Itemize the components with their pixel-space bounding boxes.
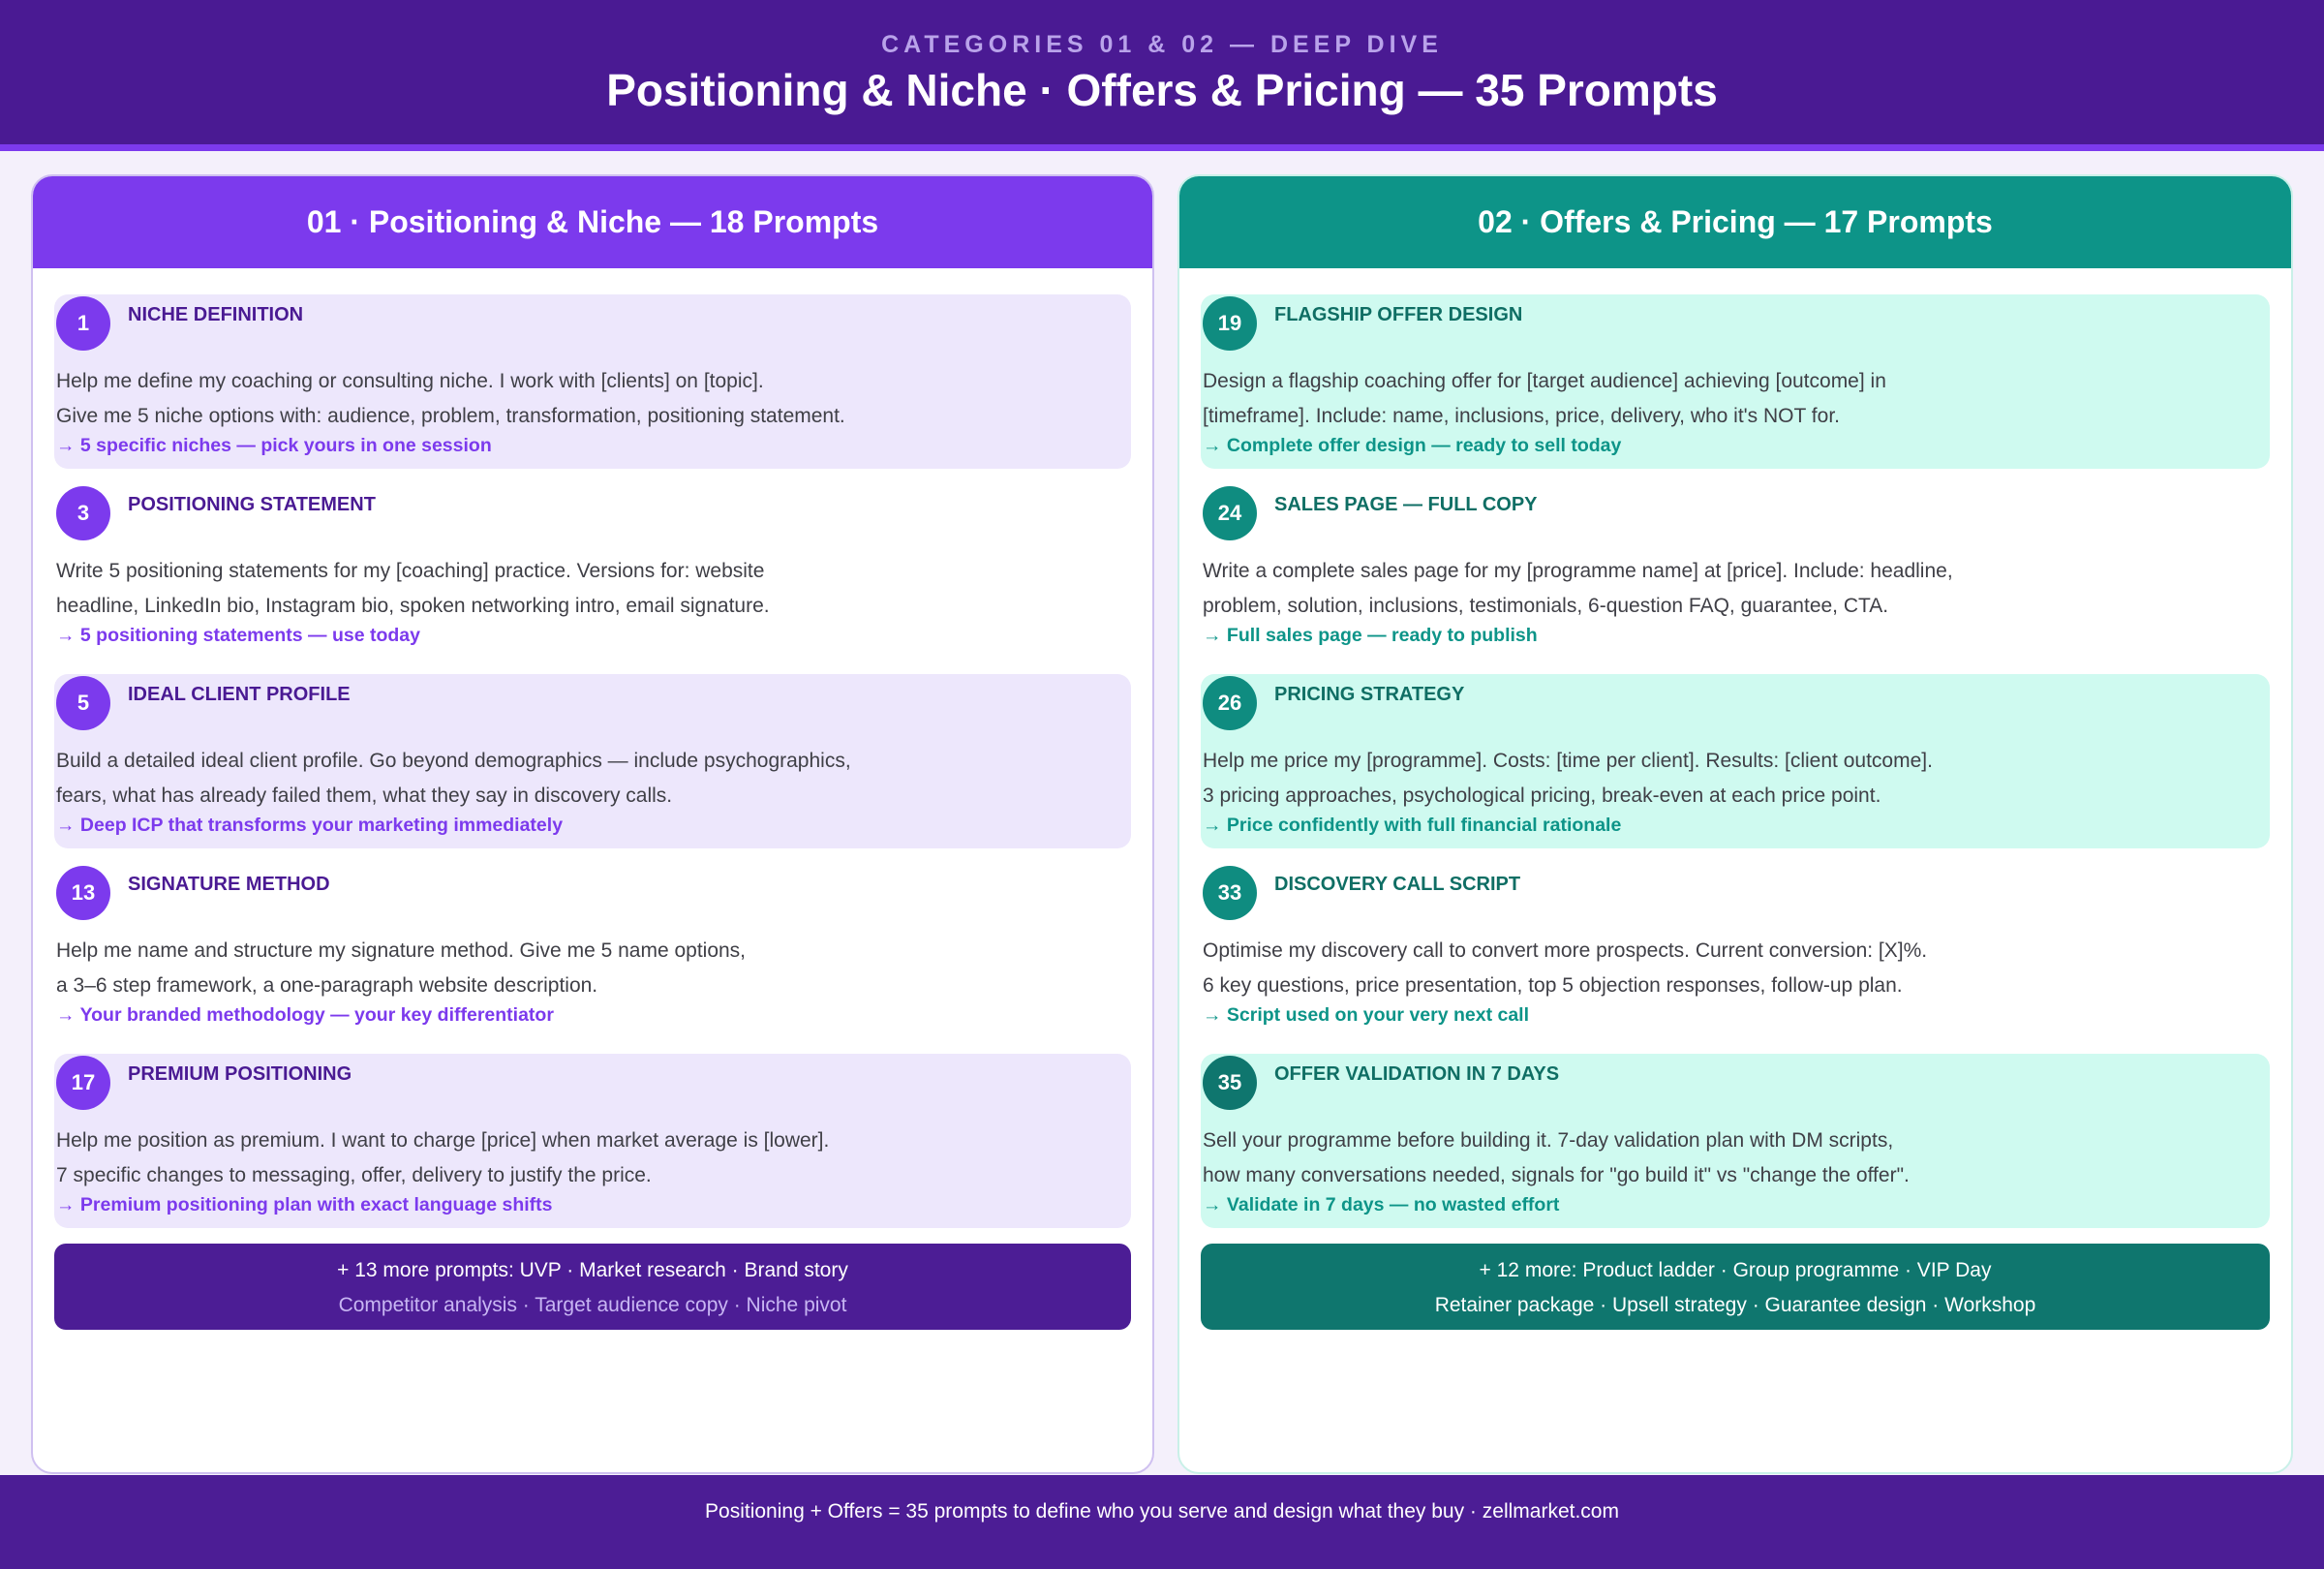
prompt-body [1203, 1123, 2260, 1193]
page-title: Positioning & Niche · Offers & Pricing — 35 Prompts [606, 65, 1718, 115]
more-prompts-line: + 12 more: Product ladder · Group programme · VIP Day [1479, 1259, 1992, 1281]
prompt-body-line: [timeframe]. Include: name, inclusions, price, delivery, who it's NOT for. [1203, 405, 1840, 427]
prompt-title: PRICING STRATEGY [1274, 684, 1465, 705]
prompt-result: → Validate in 7 days — no wasted effort [1203, 1194, 1560, 1215]
prompt-body [56, 554, 1121, 624]
prompt-body-line: Give me 5 niche options with: audience, problem, transformation, positioning statement. [56, 405, 845, 427]
prompt-number-badge: 13 [56, 866, 110, 920]
more-prompts-line: Retainer package · Upsell strategy · Guarantee design · Workshop [1434, 1294, 2036, 1316]
prompt-result: → Full sales page — ready to publish [1203, 625, 1538, 646]
prompt-body-line: Optimise my discovery call to convert more prospects. Current conversion: [X]%. [1203, 939, 1928, 962]
prompt-body [1203, 934, 2260, 1003]
prompt-body-line: 7 specific changes to messaging, offer, delivery to justify the price. [56, 1164, 652, 1186]
prompt-number-badge: 35 [1203, 1056, 1257, 1110]
prompt-body-line: Help me define my coaching or consulting niche. I work with [clients] on [topic]. [56, 370, 764, 392]
prompt-body-line: Design a flagship coaching offer for [target audience] achieving [outcome] in [1203, 370, 1886, 392]
prompt-card [1201, 674, 2270, 848]
prompt-number-badge: 24 [1203, 486, 1257, 540]
positioning-column [31, 174, 1154, 1474]
prompt-result: → Deep ICP that transforms your marketing immediately [56, 815, 564, 836]
prompt-title: SALES PAGE — FULL COPY [1274, 494, 1538, 515]
prompt-body [1203, 364, 2260, 434]
prompt-card [1201, 864, 2270, 1038]
prompt-title: POSITIONING STATEMENT [128, 494, 376, 515]
prompt-title: DISCOVERY CALL SCRIPT [1274, 874, 1521, 895]
prompt-card [54, 484, 1131, 659]
prompt-result: → Script used on your very next call [1203, 1004, 1530, 1026]
prompt-body [1203, 744, 2260, 814]
more-prompts-banner [1201, 1244, 2270, 1330]
prompt-body [56, 744, 1121, 814]
prompt-card [54, 674, 1131, 848]
prompt-number-badge: 1 [56, 296, 110, 351]
prompt-card [54, 1054, 1131, 1228]
prompt-body-line: 3 pricing approaches, psychological pricing, break-even at each price point. [1203, 784, 1881, 807]
prompt-card [1201, 484, 2270, 659]
offers-column [1177, 174, 2293, 1474]
prompt-body-line: Build a detailed ideal client profile. Go beyond demographics — include psychographics, [56, 750, 851, 772]
column-heading: 01 · Positioning & Niche — 18 Prompts [33, 176, 1152, 268]
prompt-title: OFFER VALIDATION IN 7 DAYS [1274, 1063, 1560, 1085]
footer-text: Positioning + Offers = 35 prompts to define who you serve and design what they buy · zellmarket.com [705, 1500, 1619, 1523]
prompt-number-badge: 26 [1203, 676, 1257, 730]
prompt-body-line: fears, what has already failed them, what they say in discovery calls. [56, 784, 673, 807]
footer [0, 1475, 2324, 1569]
prompt-body [56, 934, 1121, 1003]
column-heading: 02 · Offers & Pricing — 17 Prompts [1179, 176, 2291, 268]
prompt-body-line: Help me price my [programme]. Costs: [time per client]. Results: [client outcome]. [1203, 750, 1933, 772]
prompt-body-line: Sell your programme before building it. 7-day validation plan with DM scripts, [1203, 1129, 1894, 1152]
prompt-result: → Premium positioning plan with exact language shifts [56, 1194, 553, 1215]
prompt-number-badge: 33 [1203, 866, 1257, 920]
prompt-card [54, 294, 1131, 469]
prompt-card [1201, 1054, 2270, 1228]
prompt-card [54, 864, 1131, 1038]
prompt-body-line: 6 key questions, price presentation, top 5 objection responses, follow-up plan. [1203, 974, 1903, 997]
prompt-number-badge: 5 [56, 676, 110, 730]
prompt-body-line: Help me name and structure my signature method. Give me 5 name options, [56, 939, 747, 962]
prompt-result: → Complete offer design — ready to sell today [1203, 435, 1622, 456]
prompt-title: SIGNATURE METHOD [128, 874, 330, 895]
prompt-body-line: Help me position as premium. I want to charge [price] when market average is [lower]. [56, 1129, 830, 1152]
prompt-card-list [1201, 294, 2270, 1330]
prompt-body-line: headline, LinkedIn bio, Instagram bio, spoken networking intro, email signature. [56, 595, 770, 617]
more-prompts-line: + 13 more prompts: UVP · Market research · Brand story [337, 1259, 848, 1281]
header [0, 0, 2324, 144]
prompt-title: IDEAL CLIENT PROFILE [128, 684, 351, 705]
prompt-body [1203, 554, 2260, 624]
prompt-body [56, 1123, 1121, 1193]
prompt-number-badge: 19 [1203, 296, 1257, 351]
header-eyebrow: CATEGORIES 01 & 02 — DEEP DIVE [881, 31, 1443, 58]
prompt-body-line: Write a complete sales page for my [programme name] at [price]. Include: headline, [1203, 560, 1953, 582]
more-prompts-line: Competitor analysis · Target audience copy · Niche pivot [338, 1294, 847, 1316]
header-accent-bar [0, 144, 2324, 151]
prompt-result: → 5 positioning statements — use today [56, 625, 420, 646]
prompt-number-badge: 3 [56, 486, 110, 540]
prompt-card-list [54, 294, 1131, 1330]
more-prompts-banner [54, 1244, 1131, 1330]
prompt-body-line: a 3–6 step framework, a one-paragraph website description. [56, 974, 598, 997]
prompt-result: → Price confidently with full financial rationale [1203, 815, 1622, 836]
prompt-result: → 5 specific niches — pick yours in one session [56, 435, 492, 456]
prompt-body-line: Write 5 positioning statements for my [coaching] practice. Versions for: website [56, 560, 765, 582]
prompt-title: PREMIUM POSITIONING [128, 1063, 352, 1085]
prompt-body-line: how many conversations needed, signals for "go build it" vs "change the offer". [1203, 1164, 1910, 1186]
prompt-result: → Your branded methodology — your key differentiator [56, 1004, 554, 1026]
prompt-body-line: problem, solution, inclusions, testimonials, 6-question FAQ, guarantee, CTA. [1203, 595, 1889, 617]
prompt-card [1201, 294, 2270, 469]
prompt-title: NICHE DEFINITION [128, 304, 304, 325]
prompt-number-badge: 17 [56, 1056, 110, 1110]
prompt-title: FLAGSHIP OFFER DESIGN [1274, 304, 1523, 325]
prompt-body [56, 364, 1121, 434]
